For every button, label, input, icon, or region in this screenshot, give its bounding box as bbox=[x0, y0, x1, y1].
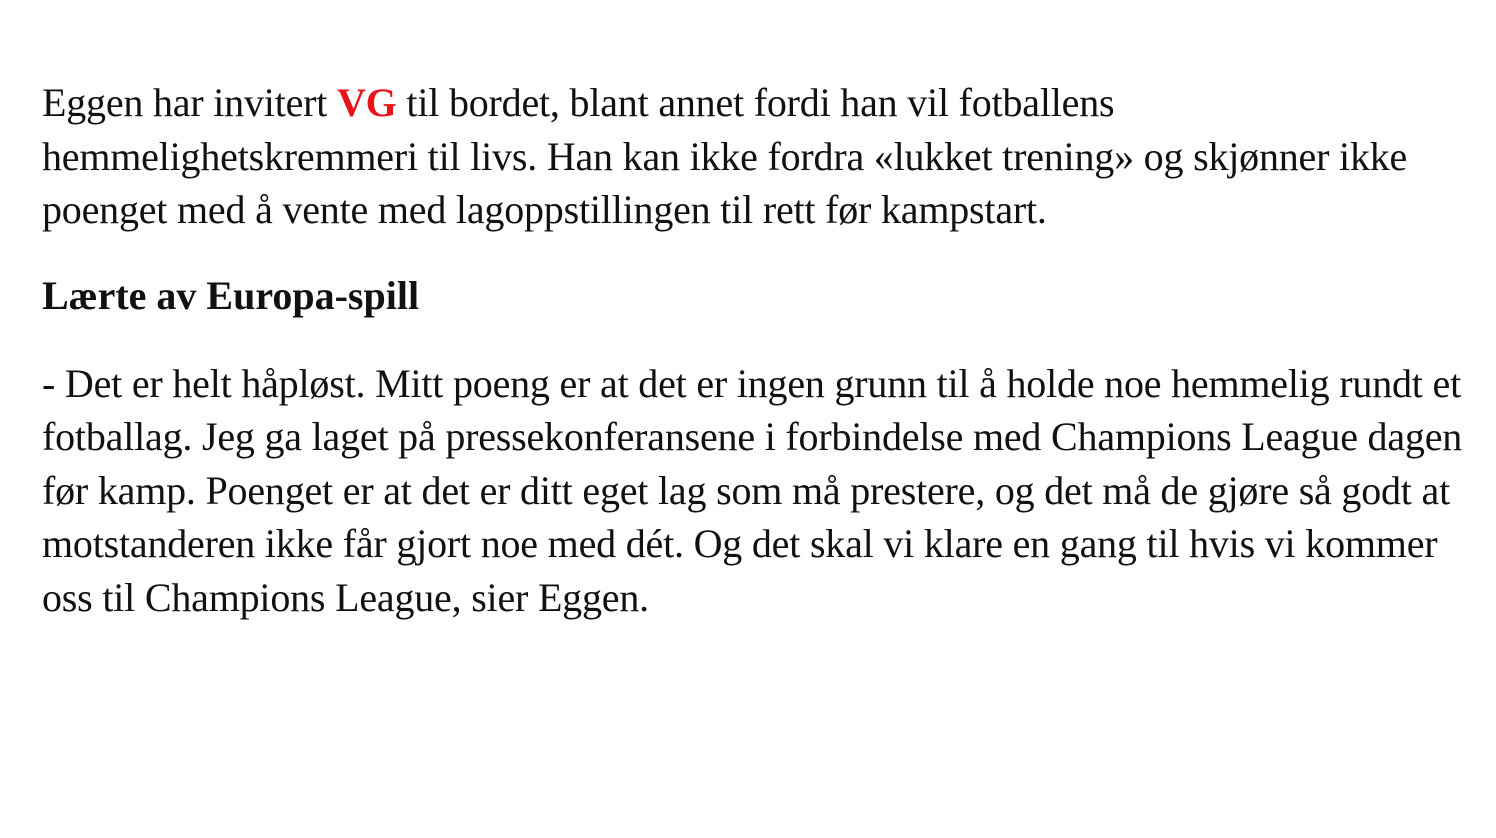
paragraph-text-after-link: til bordet, blant annet fordi han vil fotballens hemmelighetskremmeri til livs. Han kan ikke fordra «lukket trening» og skjønner ikke poenget med å vente med lagoppstillingen til rett før kampstart. bbox=[42, 80, 1408, 232]
section-subheading: Lærte av Europa-spill bbox=[42, 272, 420, 318]
article-paragraph-intro bbox=[42, 76, 1482, 237]
paragraph-text-before-link: Eggen har invitert bbox=[42, 80, 337, 125]
article-paragraph-quote: - Det er helt håpløst. Mitt poeng er at det er ingen grunn til å holde noe hemmelig rundt et fotballag. Jeg ga laget på pressekonferansene i forbindelse med Champions League dagen før kamp. Poenget er at det er ditt eget lag som må prestere, og det må de gjøre så godt at motstanderen ikke får gjort noe med dét. Og det skal vi klare en gang til hvis vi kommer oss til Champions League, sier Eggen. bbox=[42, 360, 1463, 620]
article-body bbox=[42, 76, 1482, 624]
vg-link[interactable]: VG bbox=[337, 80, 397, 125]
